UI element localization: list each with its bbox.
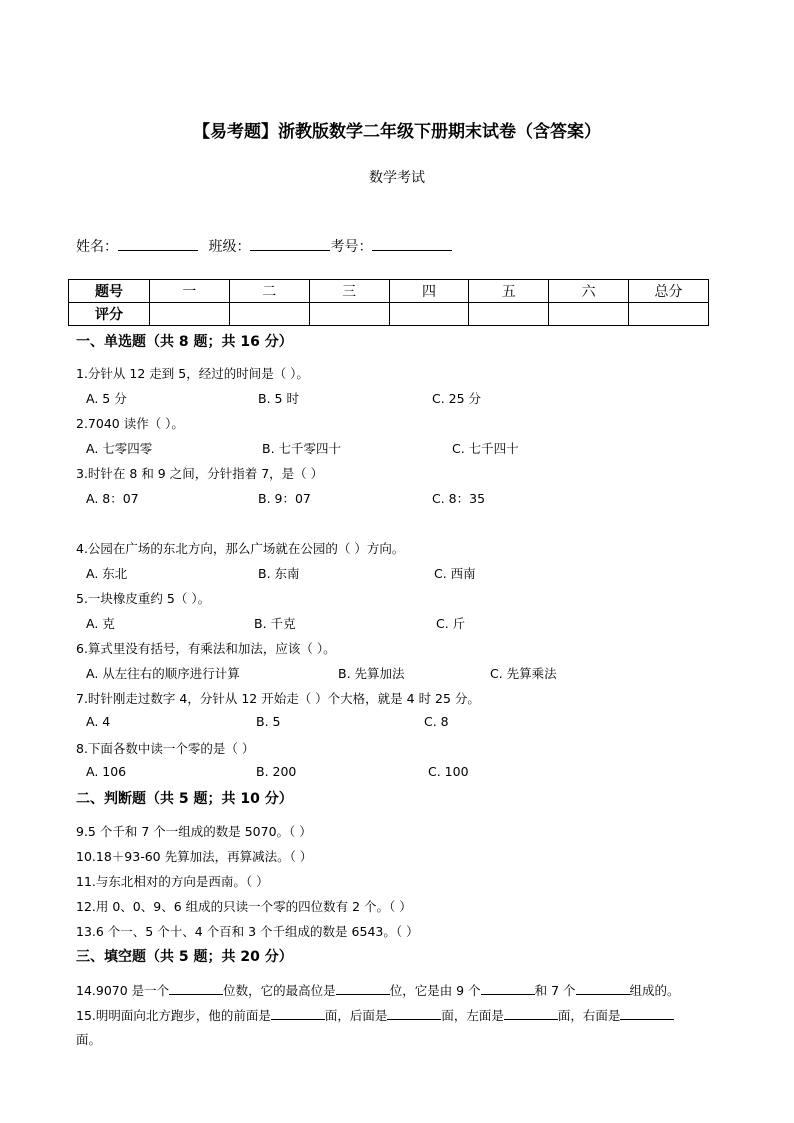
q15-part: 15.明明面向北方跑步，他的前面是 — [76, 1008, 271, 1023]
q14-part: 和 7 个 — [534, 983, 576, 998]
question-5: 5.一块橡皮重约 5（ ）。 — [76, 591, 211, 606]
score-cell[interactable] — [389, 303, 469, 326]
class-blank[interactable] — [250, 236, 330, 251]
q14-part: 位，它是由 9 个 — [389, 983, 481, 998]
page-subtitle: 数学考试 — [369, 170, 425, 186]
score-cell[interactable] — [469, 303, 549, 326]
q6-option-b[interactable]: B. 先算加法 — [338, 666, 405, 681]
q6-option-a[interactable]: A. 从左往右的顺序进行计算 — [86, 666, 240, 681]
q6-option-c[interactable]: C. 先算乘法 — [490, 666, 557, 681]
q14-blank[interactable] — [481, 980, 535, 995]
number-blank[interactable] — [372, 236, 452, 251]
score-table-score-row — [69, 303, 709, 326]
question-12: 12.用 0、0、9、6 组成的只读一个零的四位数有 2 个。（ ） — [76, 899, 412, 914]
q8-option-a[interactable]: A. 106 — [86, 764, 127, 779]
number-label: 考号： — [330, 239, 373, 255]
score-header-cell: 一 — [150, 280, 230, 303]
q14-part: 位数，它的最高位是 — [223, 983, 336, 998]
score-cell[interactable] — [309, 303, 389, 326]
q15-part: 面，左面是 — [441, 1008, 504, 1023]
q15-part: 面，后面是 — [324, 1008, 388, 1023]
score-cell[interactable] — [229, 303, 309, 326]
q2-option-a[interactable]: A. 七零四零 — [86, 441, 153, 456]
question-14 — [76, 980, 680, 999]
section-heading-single-choice: 一、单选题（共 8 题；共 16 分） — [76, 334, 293, 350]
question-6: 6.算式里没有括号，有乘法和加法，应该（ ）。 — [76, 641, 336, 656]
score-header-cell: 三 — [309, 280, 389, 303]
question-4: 4.公园在广场的东北方向，那么广场就在公园的（ ）方向。 — [76, 541, 405, 556]
question-7: 7.时针刚走过数字 4，分针从 12 开始走（ ）个大格，就是 4 时 25 分。 — [76, 691, 480, 706]
q14-part: 组成的。 — [629, 983, 680, 998]
score-cell[interactable] — [150, 303, 230, 326]
page-title: 【易考题】浙教版数学二年级下册期末试卷（含答案） — [193, 122, 601, 142]
q5-option-a[interactable]: A. 克 — [86, 616, 115, 631]
q7-option-a[interactable]: A. 4 — [86, 714, 111, 729]
q3-option-a[interactable]: A. 8：07 — [86, 491, 139, 506]
score-cell[interactable] — [629, 303, 709, 326]
score-cell[interactable] — [549, 303, 629, 326]
score-header-cell: 二 — [229, 280, 309, 303]
q8-option-b[interactable]: B. 200 — [256, 764, 297, 779]
question-11: 11.与东北相对的方向是西南。（ ） — [76, 874, 269, 889]
q1-option-a[interactable]: A. 5 分 — [86, 391, 127, 406]
q7-option-c[interactable]: C. 8 — [424, 714, 449, 729]
score-header-cell: 题号 — [69, 280, 150, 303]
question-15 — [76, 1005, 674, 1024]
q2-option-c[interactable]: C. 七千四十 — [452, 441, 519, 456]
score-header-cell: 四 — [389, 280, 469, 303]
q4-option-b[interactable]: B. 东南 — [258, 566, 300, 581]
question-3: 3.时针在 8 和 9 之间，分针指着 7，是（ ） — [76, 466, 324, 481]
name-label: 姓名： — [76, 239, 118, 255]
score-header-cell: 六 — [549, 280, 629, 303]
q14-blank[interactable] — [576, 980, 630, 995]
class-label: 班级： — [208, 239, 251, 255]
q4-option-a[interactable]: A. 东北 — [86, 566, 128, 581]
question-9: 9.5 个千和 7 个一组成的数是 5070。（ ） — [76, 824, 312, 839]
q15-blank[interactable] — [504, 1005, 558, 1020]
score-row-label: 评分 — [69, 303, 150, 326]
q3-option-c[interactable]: C. 8：35 — [432, 491, 486, 506]
q15-blank[interactable] — [620, 1005, 674, 1020]
q3-option-b[interactable]: B. 9：07 — [258, 491, 311, 506]
q14-blank[interactable] — [336, 980, 390, 995]
q4-option-c[interactable]: C. 西南 — [434, 566, 476, 581]
question-10: 10.18＋93-60 先算加法，再算减法。（ ） — [76, 849, 313, 864]
name-blank[interactable] — [118, 236, 198, 251]
score-header-cell: 五 — [469, 280, 549, 303]
q15-blank[interactable] — [387, 1005, 441, 1020]
question-8: 8.下面各数中读一个零的是（ ） — [76, 741, 255, 756]
score-table — [68, 279, 709, 326]
question-2: 2.7040 读作（ ）。 — [76, 416, 184, 431]
q15-part: 面，右面是 — [557, 1008, 621, 1023]
q1-option-b[interactable]: B. 5 时 — [258, 391, 299, 406]
q5-option-c[interactable]: C. 斤 — [436, 616, 466, 631]
q15-blank[interactable] — [271, 1005, 325, 1020]
student-info-line — [76, 236, 452, 256]
q14-blank[interactable] — [169, 980, 223, 995]
question-13: 13.6 个一、5 个十、4 个百和 3 个千组成的数是 6543。（ ） — [76, 924, 419, 939]
q14-part: 14.9070 是一个 — [76, 983, 170, 998]
section-heading-true-false: 二、判断题（共 5 题；共 10 分） — [76, 791, 293, 807]
score-table-header-row — [69, 280, 709, 303]
q5-option-b[interactable]: B. 千克 — [254, 616, 296, 631]
score-header-cell: 总分 — [629, 280, 709, 303]
q2-option-b[interactable]: B. 七千零四十 — [262, 441, 342, 456]
question-1: 1.分针从 12 走到 5，经过的时间是（ ）。 — [76, 366, 309, 381]
question-15-continued: 面。 — [76, 1032, 102, 1047]
section-heading-fill-blank: 三、填空题（共 5 题；共 20 分） — [76, 949, 293, 965]
q7-option-b[interactable]: B. 5 — [256, 714, 281, 729]
q1-option-c[interactable]: C. 25 分 — [432, 391, 482, 406]
q8-option-c[interactable]: C. 100 — [428, 764, 469, 779]
